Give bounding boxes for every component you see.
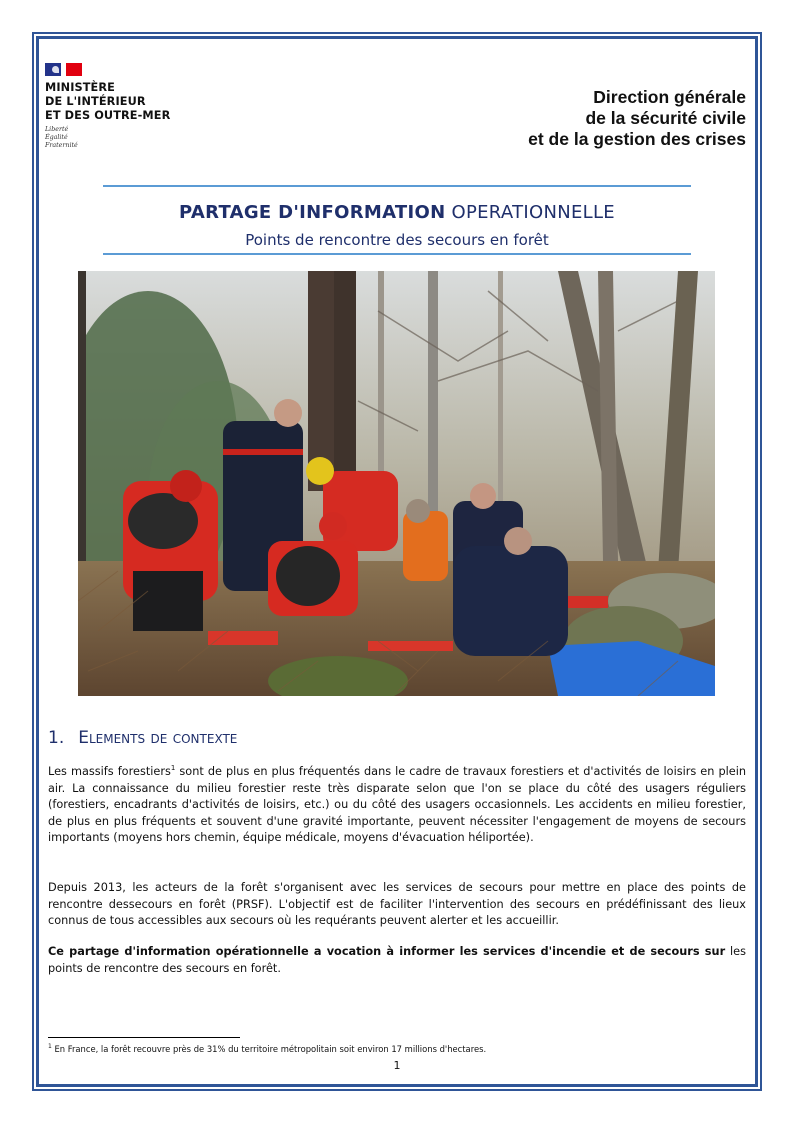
- republic-motto: Liberté Égalité Fraternité: [45, 126, 78, 149]
- direction-name: Direction générale de la sécurité civile et de la gestion des crises: [528, 87, 746, 149]
- page-number: 1: [393, 1059, 401, 1072]
- document-subtitle: Points de rencontre des secours en forêt: [245, 231, 549, 249]
- section-heading: 1. Elements de contexte: [48, 728, 238, 748]
- rescue-photo: [78, 271, 715, 696]
- footnote: $^1$ En France, la forêt recouvre près de 31% du territoire métropolitain soit environ 17 millions d'hectares.: [48, 1043, 487, 1054]
- paragraph-purpose: Ce partage d'information opérationnelle a vocation à informer les services d'incendie et de secours sur les points de rencontre des secours en forêt.: [48, 945, 746, 975]
- footnote-separator: [48, 1037, 240, 1038]
- marianne-flag-icon: [45, 63, 82, 76]
- title-rule-top: [103, 185, 691, 187]
- document-title: PARTAGE D'INFORMATION OPERATIONNELLE: [179, 202, 615, 223]
- paragraph-context: Les massifs forestiers$^1$ sont de plus en plus fréquentés dans le cadre de travaux forestiers et d'activités de loisirs en plein air. La connaissance du milieu forestier reste très disparate selon que l'on se place du côté des usagers réguliers (forestiers, encadrants d'activités de loisirs, etc.) ou du côté des usagers occasionnels. Les accidents en milieu forestier, de plus en plus fréquents et souvent d'une gravité importante, peuvent nécessiter l'engagement de moyens de secours importants (moyens hors chemin, équipe médicale, moyens d'évacuation héliportée).: [48, 764, 747, 845]
- paragraph-prsf: Depuis 2013, les acteurs de la forêt s'organisent avec les services de secours pour mettre en place des points de rencontre dessecours en forêt (PRSF). L'objectif est de faciliter l'intervention des secours en prédéfinissant des lieux connus de tous accessibles aux secours où les requérants peuvent alerter et les accueillir.: [48, 881, 746, 928]
- title-rule-bottom: [103, 253, 691, 255]
- ministry-logo: [45, 63, 170, 150]
- ministry-name: MINISTÈRE DE L'INTÉRIEUR ET DES OUTRE-MER: [45, 81, 171, 122]
- footnote-reference[interactable]: 1: [170, 764, 176, 773]
